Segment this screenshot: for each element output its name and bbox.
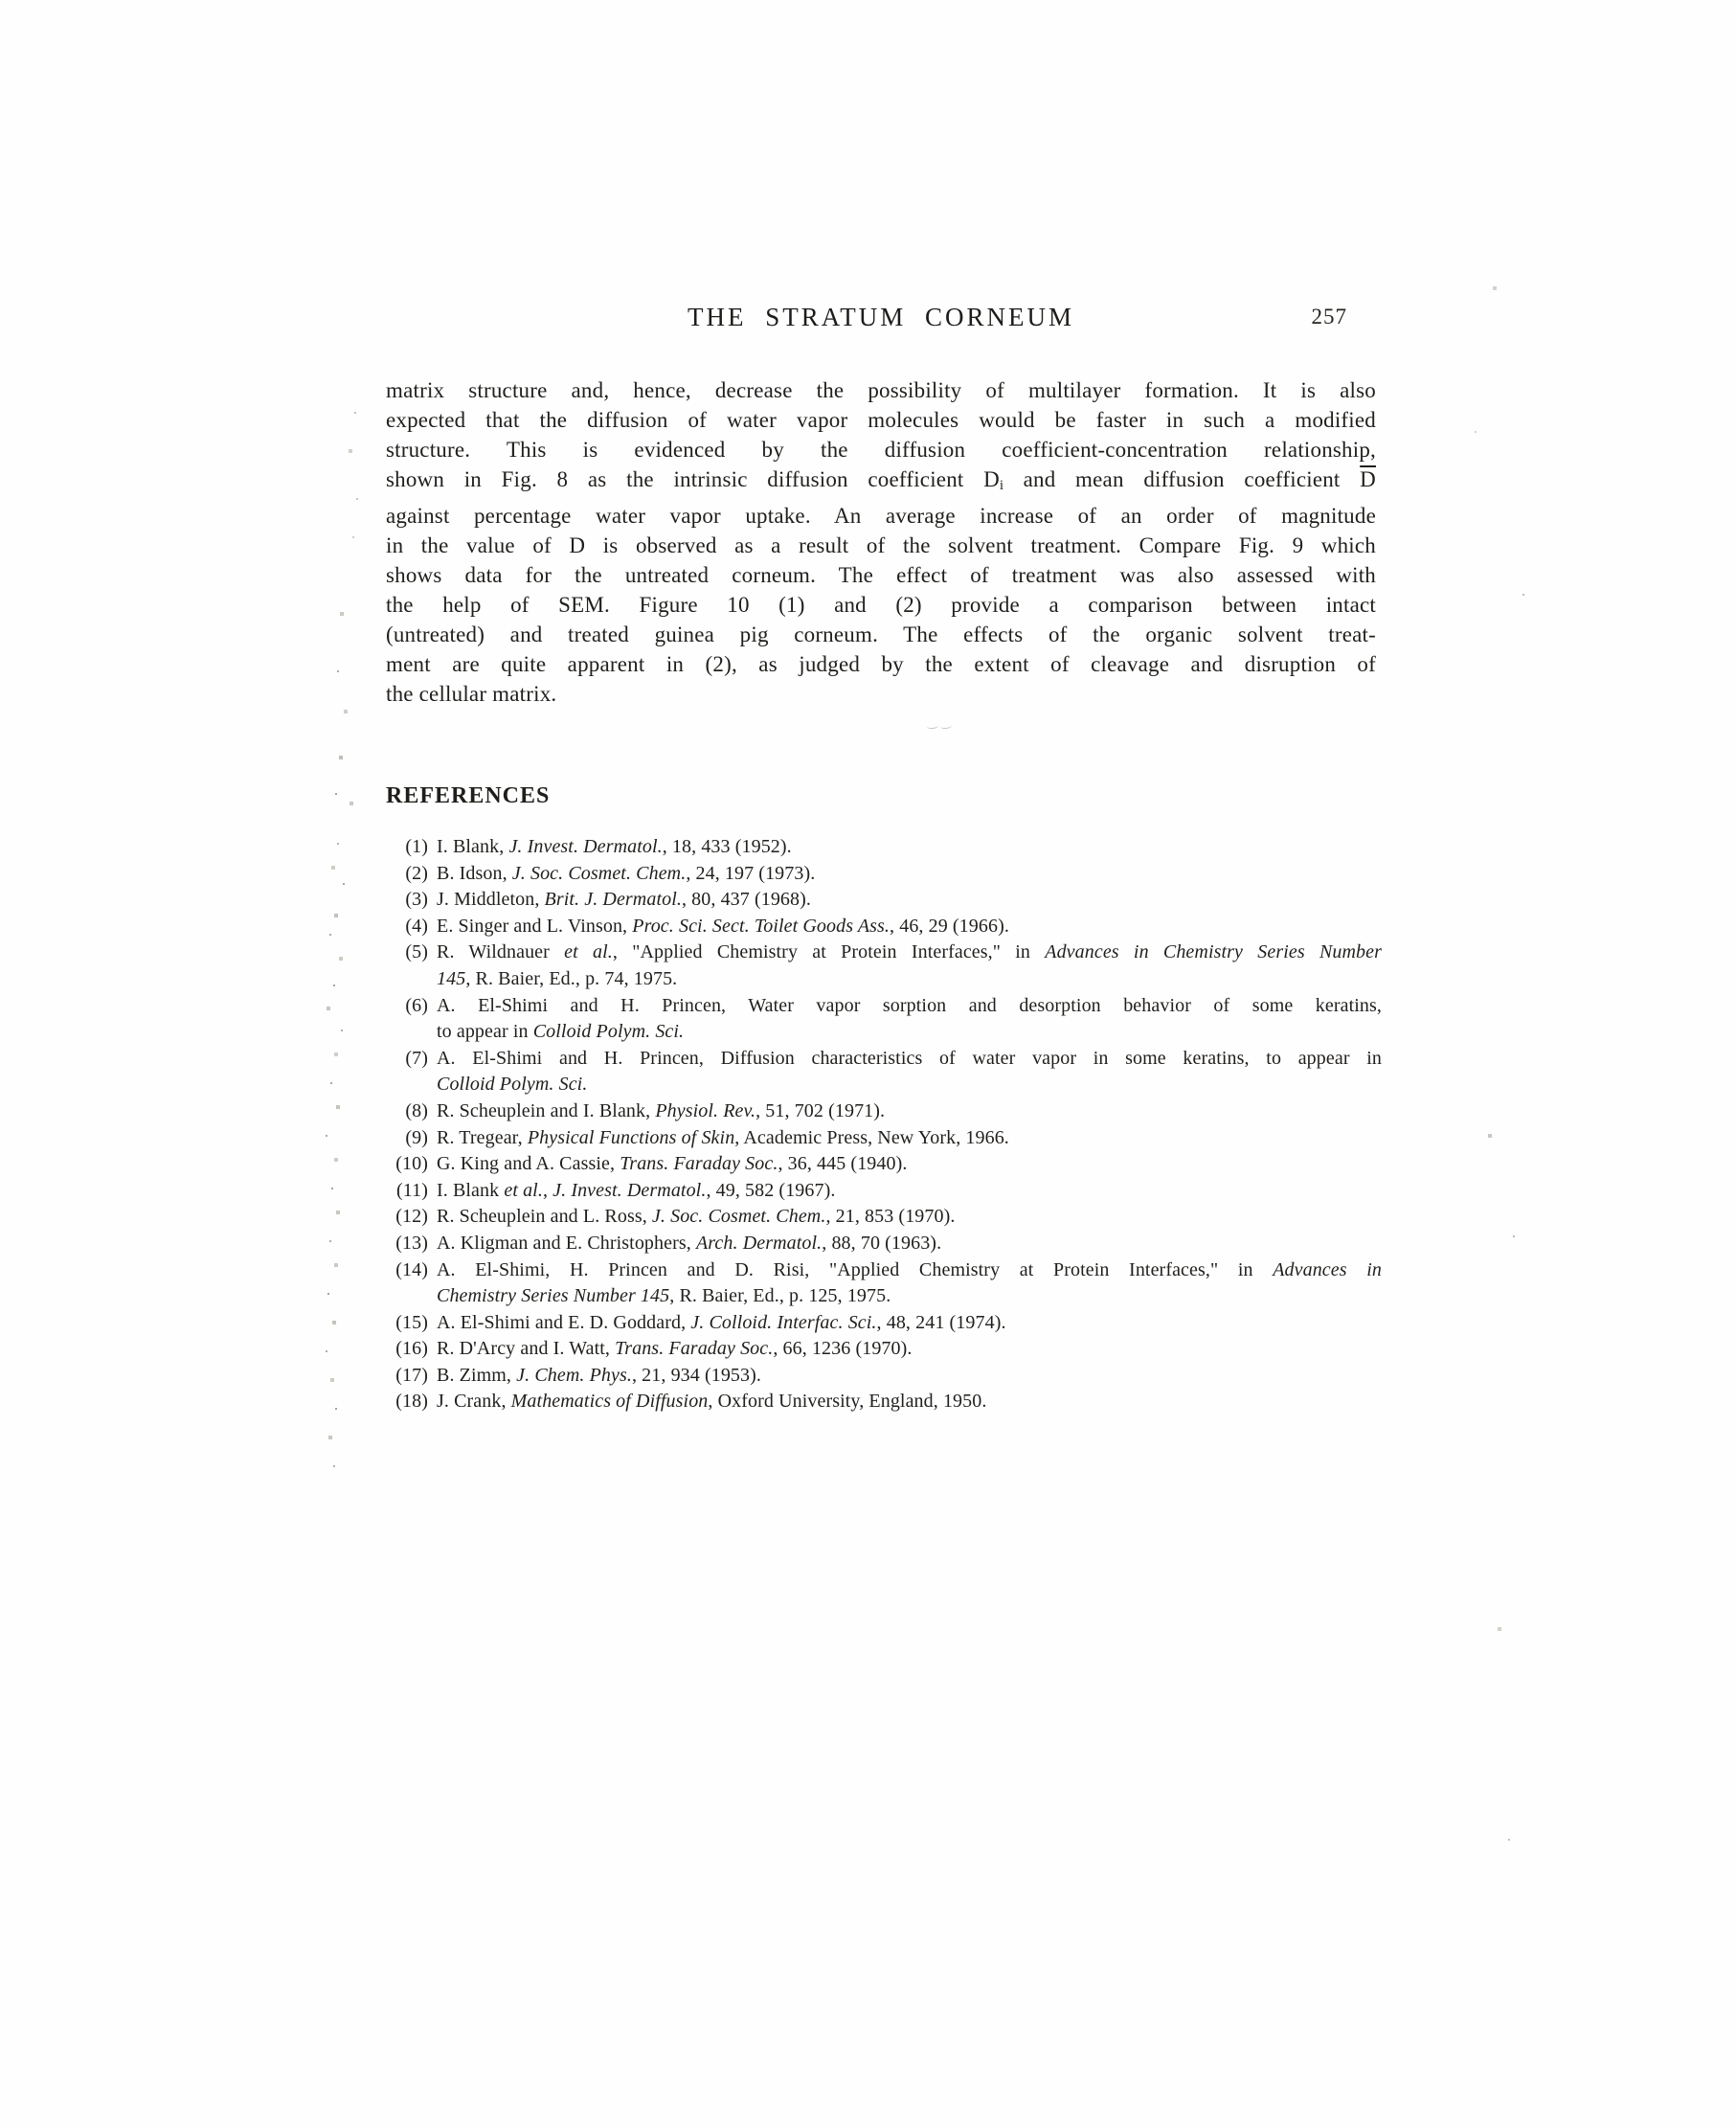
reference-line: R. Tregear, Physical Functions of Skin, Academic Press, New York, 1966.: [437, 1126, 1009, 1148]
reference-line: A. Kligman and E. Christophers, Arch. Dermatol., 88, 70 (1963).: [437, 1232, 942, 1254]
reference-item: [386, 1363, 1382, 1390]
reference-item: [386, 1178, 1382, 1205]
reference-text: [428, 1257, 1382, 1310]
reference-line: A. El-Shimi and H. Princen, Diffusion characteristics of water vapor in some keratins, to appear in: [437, 1047, 1382, 1069]
reference-item: [386, 939, 1382, 992]
reference-text: [428, 834, 1382, 861]
reference-text: [428, 1178, 1382, 1205]
reference-number: (3): [405, 889, 428, 911]
reference-number: (16): [395, 1338, 428, 1360]
reference-text: [428, 1336, 1382, 1363]
references-section: [386, 783, 1382, 1415]
reference-item: [386, 1151, 1382, 1178]
reference-line: I. Blank et al., J. Invest. Dermatol., 49, 582 (1967).: [437, 1179, 836, 1201]
paragraph-line: shown in Fig. 8 as the intrinsic diffusion coefficient $D_i$ and mean diffusion coefficient $\overline{D}$: [386, 467, 1376, 494]
reference-line: J. Middleton, Brit. J. Dermatol., 80, 437 (1968).: [437, 889, 811, 911]
reference-text: [428, 1310, 1382, 1337]
reference-line: A. El-Shimi, H. Princen and D. Risi, "Applied Chemistry at Protein Interfaces," in Advances in: [437, 1258, 1382, 1280]
reference-text: [428, 1098, 1382, 1125]
scan-noise-speckles: [0, 0, 2, 2]
scan-artifact-mark: [940, 722, 953, 729]
body-paragraph: [386, 375, 1376, 709]
reference-text: [428, 939, 1382, 992]
reference-number: (15): [395, 1311, 428, 1333]
reference-item: [386, 1257, 1382, 1310]
reference-item: [386, 1204, 1382, 1231]
reference-line: B. Zimm, J. Chem. Phys., 21, 934 (1953).: [437, 1364, 761, 1386]
paragraph-line: expected that the diffusion of water vapor molecules would be faster in such a modified: [386, 408, 1376, 432]
reference-text: [428, 1046, 1382, 1098]
reference-item: [386, 1389, 1382, 1415]
reference-item: [386, 1098, 1382, 1125]
reference-list: [386, 834, 1382, 1415]
reference-text: [428, 1389, 1382, 1415]
reference-text: [428, 1125, 1382, 1152]
reference-item: [386, 861, 1382, 888]
paragraph-line: against percentage water vapor uptake. An average increase of an order of magnitude: [386, 504, 1376, 529]
paragraph-line: structure. This is evidenced by the diffusion coefficient-concentration relationship,: [386, 438, 1376, 462]
reference-line: J. Crank, Mathematics of Diffusion, Oxford University, England, 1950.: [437, 1391, 987, 1413]
reference-line: R. Wildnauer et al., "Applied Chemistry at Protein Interfaces," in Advances in Chemistry Series Number: [437, 941, 1382, 963]
reference-line: 145, R. Baier, Ed., p. 74, 1975.: [437, 967, 678, 989]
page-title: THE STRATUM CORNEUM: [687, 303, 1075, 331]
paragraph-line: shows data for the untreated corneum. The effect of treatment was also assessed with: [386, 563, 1376, 588]
page-number: 257: [1311, 305, 1347, 328]
reference-number: (9): [405, 1126, 428, 1148]
reference-item: [386, 1046, 1382, 1098]
reference-text: [428, 1204, 1382, 1231]
paragraph-line: matrix structure and, hence, decrease the possibility of multilayer formation. It is also: [386, 378, 1376, 402]
paragraph-line: the cellular matrix.: [386, 682, 557, 707]
reference-item: [386, 1231, 1382, 1257]
reference-text: [428, 861, 1382, 888]
reference-line: Chemistry Series Number 145, R. Baier, Ed., p. 125, 1975.: [437, 1285, 891, 1307]
reference-number: (6): [405, 994, 428, 1016]
reference-text: [428, 887, 1382, 914]
reference-number: (12): [395, 1206, 428, 1228]
reference-number: (11): [396, 1179, 428, 1201]
reference-number: (5): [405, 941, 428, 963]
paragraph-line: ment are quite apparent in (2), as judged by the extent of cleavage and disruption of: [386, 652, 1376, 677]
reference-item: [386, 1336, 1382, 1363]
reference-text: [428, 993, 1382, 1046]
reference-item: [386, 1310, 1382, 1337]
reference-item: [386, 887, 1382, 914]
reference-line: A. El-Shimi and H. Princen, Water vapor sorption and desorption behavior of some keratins,: [437, 994, 1382, 1016]
reference-text: [428, 1231, 1382, 1257]
reference-text: [428, 1151, 1382, 1178]
reference-text: [428, 914, 1382, 940]
paragraph-line: in the value of D is observed as a result of the solvent treatment. Compare Fig. 9 which: [386, 533, 1376, 558]
reference-line: R. Scheuplein and I. Blank, Physiol. Rev., 51, 702 (1971).: [437, 1099, 886, 1121]
reference-item: [386, 993, 1382, 1046]
reference-number: (13): [395, 1232, 428, 1254]
reference-number: (4): [405, 915, 428, 937]
reference-number: (14): [395, 1258, 428, 1280]
scan-artifact-mark: [927, 722, 939, 729]
reference-item: [386, 914, 1382, 940]
paragraph-line: (untreated) and treated guinea pig corneum. The effects of the organic solvent treat-: [386, 623, 1376, 647]
reference-item: [386, 834, 1382, 861]
reference-number: (2): [405, 862, 428, 884]
reference-line: G. King and A. Cassie, Trans. Faraday Soc., 36, 445 (1940).: [437, 1153, 908, 1175]
reference-number: (8): [405, 1099, 428, 1121]
reference-number: (1): [405, 836, 428, 857]
reference-line: to appear in Colloid Polym. Sci.: [437, 1021, 685, 1043]
reference-line: A. El-Shimi and E. D. Goddard, J. Colloid. Interfac. Sci., 48, 241 (1974).: [437, 1311, 1006, 1333]
reference-line: R. Scheuplein and L. Ross, J. Soc. Cosmet. Chem., 21, 853 (1970).: [437, 1206, 956, 1228]
reference-number: (17): [395, 1364, 428, 1386]
references-heading: REFERENCES: [386, 783, 551, 808]
reference-line: Colloid Polym. Sci.: [437, 1074, 588, 1096]
reference-number: (18): [395, 1391, 428, 1413]
reference-text: [428, 1363, 1382, 1390]
scan-artifact: [927, 716, 959, 724]
reference-number: (10): [395, 1153, 428, 1175]
paragraph-line: the help of SEM. Figure 10 (1) and (2) provide a comparison between intact: [386, 593, 1376, 618]
reference-line: B. Idson, J. Soc. Cosmet. Chem., 24, 197 (1973).: [437, 862, 816, 884]
reference-item: [386, 1125, 1382, 1152]
page-header: [386, 303, 1376, 341]
reference-line: I. Blank, J. Invest. Dermatol., 18, 433 (1952).: [437, 836, 792, 857]
reference-number: (7): [405, 1047, 428, 1069]
reference-line: E. Singer and L. Vinson, Proc. Sci. Sect. Toilet Goods Ass., 46, 29 (1966).: [437, 915, 1009, 937]
reference-line: R. D'Arcy and I. Watt, Trans. Faraday Soc., 66, 1236 (1970).: [437, 1338, 913, 1360]
